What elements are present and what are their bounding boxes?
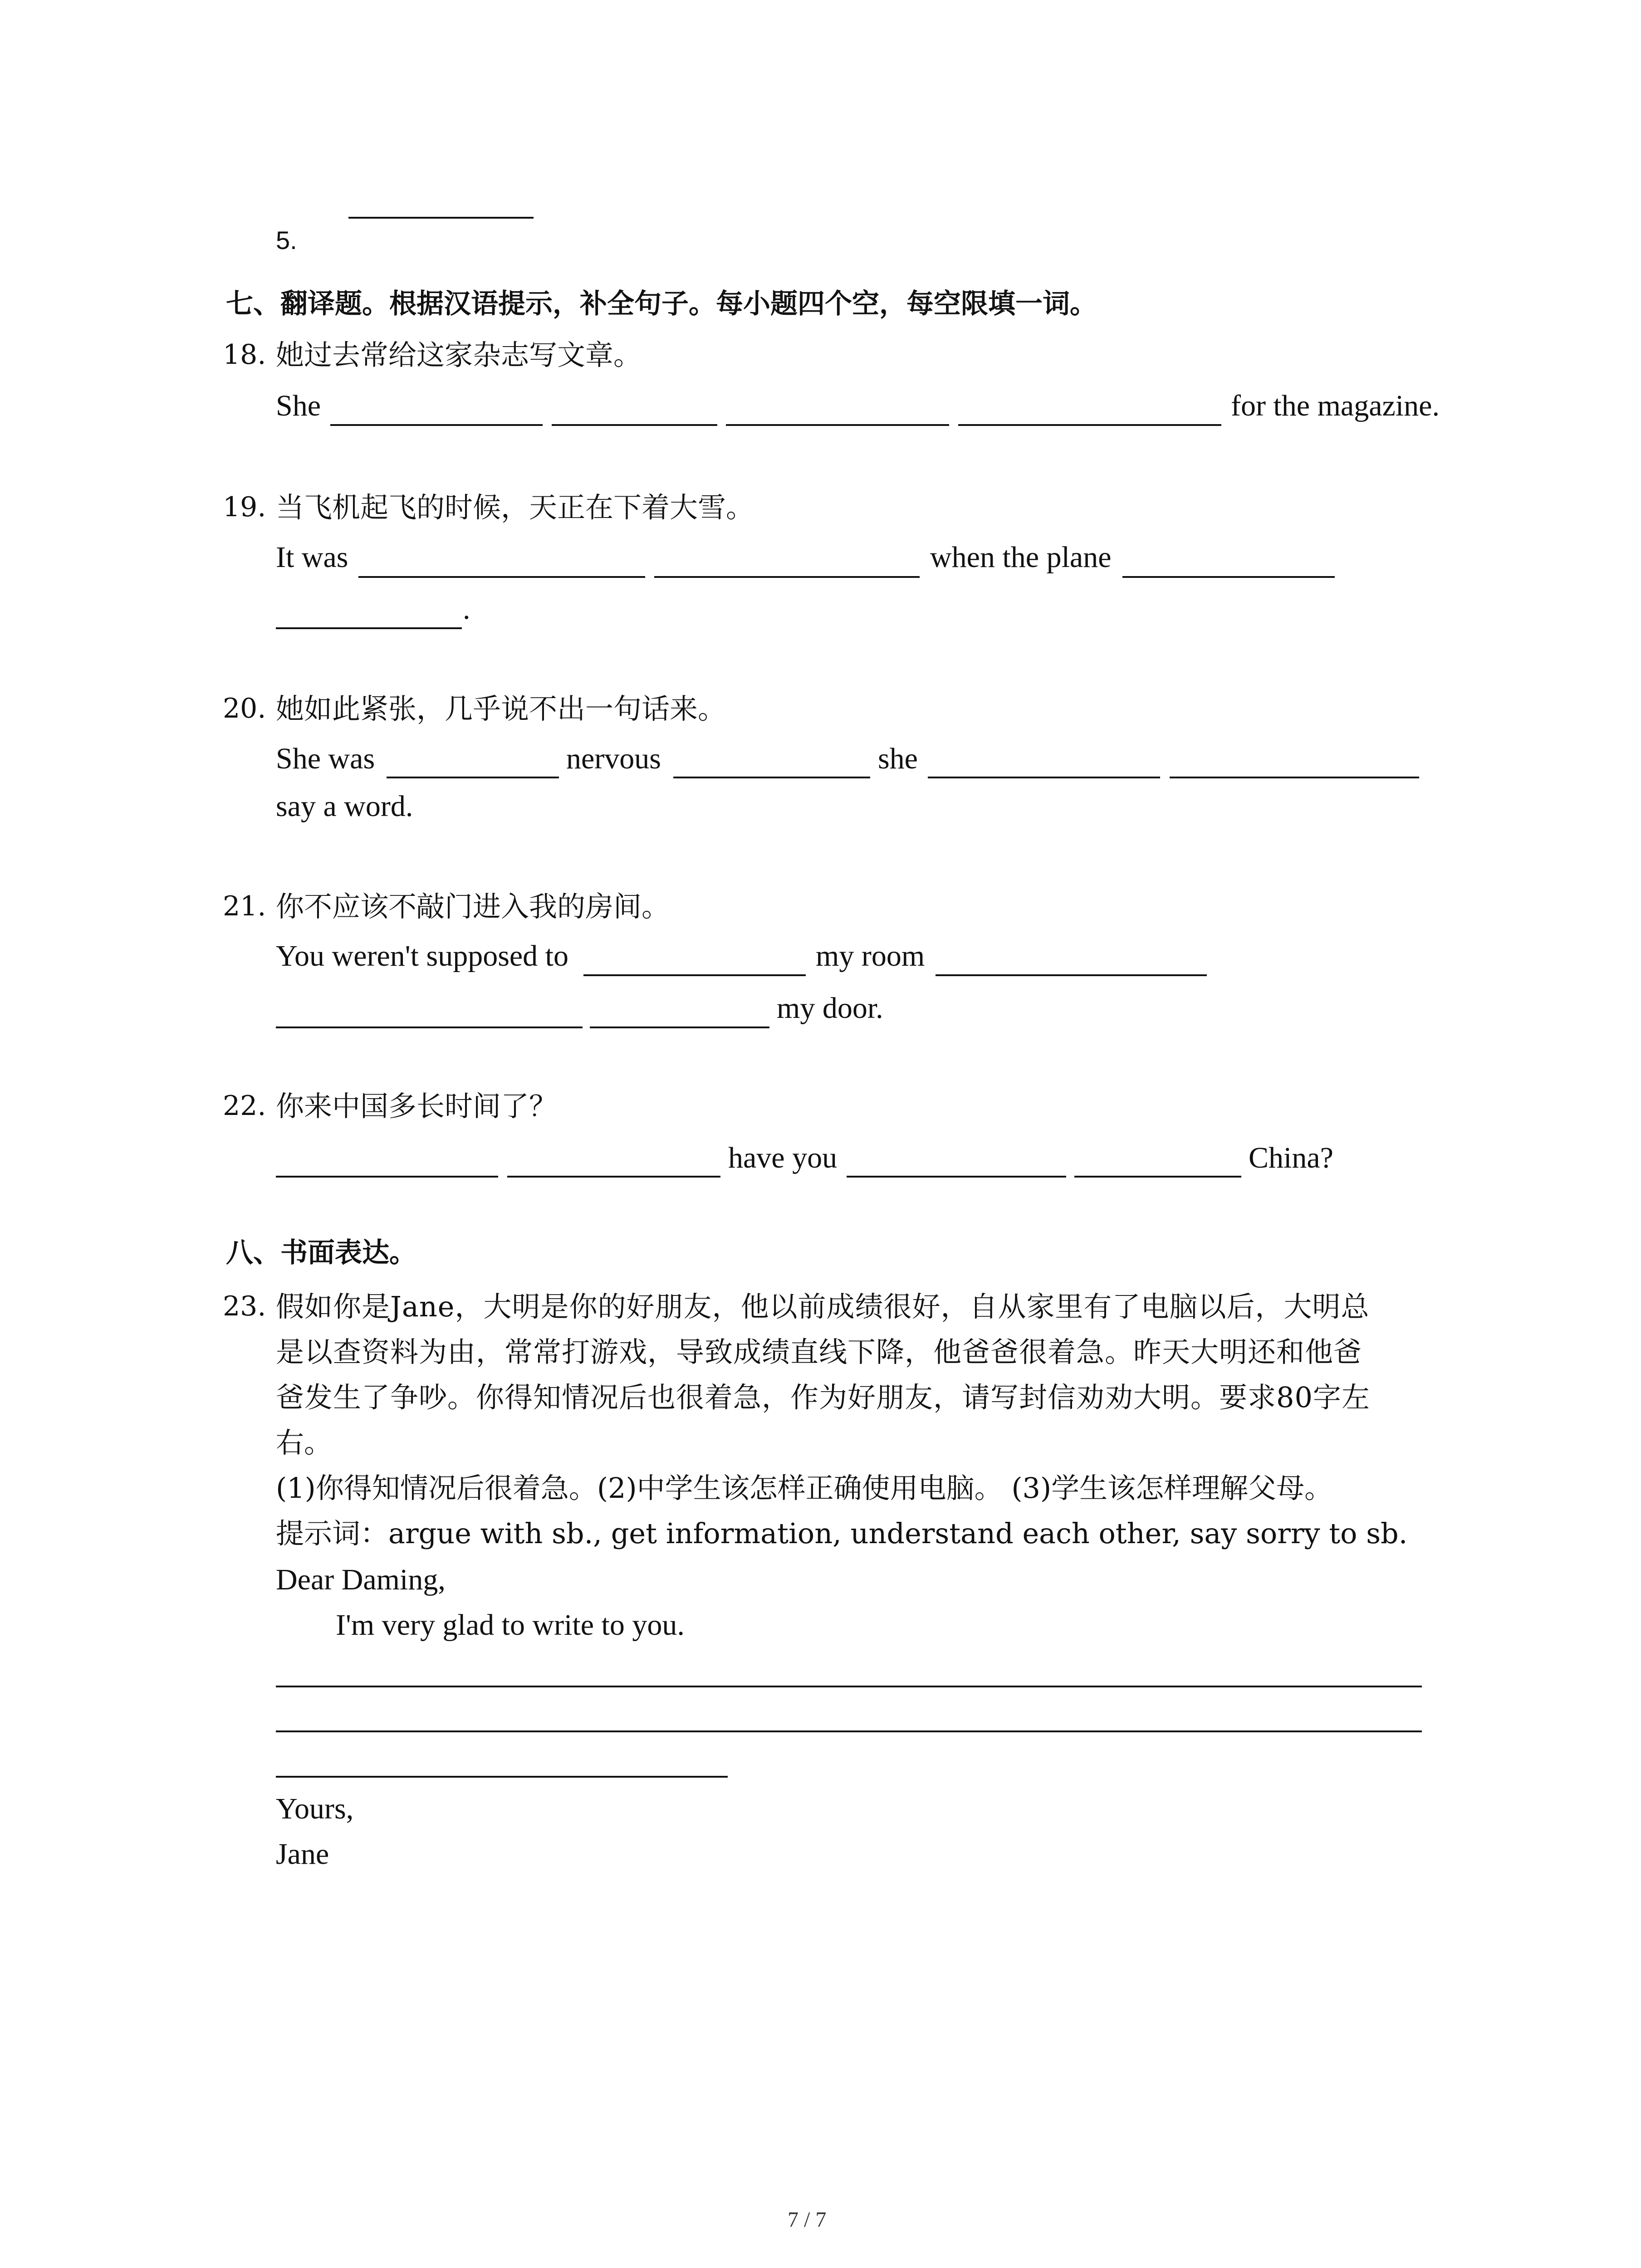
q18-text-end: for the magazine. [1231,389,1440,422]
q22-blank-3[interactable] [847,1176,1066,1178]
q21-blank-1[interactable] [583,974,806,976]
q21-chinese: 你不应该不敲门进入我的房间。 [276,890,670,923]
q22-number: 22. [223,1090,266,1122]
q22-text-end: China? [1249,1141,1333,1174]
q19-text-mid: when the plane [930,541,1112,574]
q19-blank-4[interactable] [276,627,462,629]
q23-requirements: (1)你得知情况后很着急。(2)中学生该怎样正确使用电脑。 (3)学生该怎样理解父母。 [276,1471,1333,1505]
q23-prompt-line-3: 爸发生了争吵。你得知情况后也很着急，作为好朋友，请写封信劝劝大明。要求80字左 [276,1381,1370,1414]
letter-signature: Jane [276,1838,329,1871]
q21-text-start: You weren't supposed to [276,939,569,973]
q19-blank-2[interactable] [654,576,920,578]
q18-number: 18. [223,339,266,371]
q20-text-she: she [878,742,918,775]
q22-blank-4[interactable] [1074,1176,1241,1178]
q19-number: 19. [223,491,266,523]
q20-number: 20. [223,693,266,724]
q23-prompt-line-4: 右。 [276,1426,333,1459]
q18-blank-1[interactable] [330,424,543,426]
q18-chinese: 她过去常给这家杂志写文章。 [276,338,642,371]
letter-opening: I'm very glad to write to you. [336,1608,685,1642]
q21-blank-2[interactable] [936,974,1207,976]
q22-blank-2[interactable] [507,1176,720,1178]
q21-blank-4[interactable] [590,1026,769,1028]
q20-chinese: 她如此紧张，几乎说不出一句话来。 [276,692,726,725]
q18-text-start: She [276,389,321,422]
q18-blank-2[interactable] [552,424,717,426]
q20-blank-1[interactable] [387,777,559,778]
q20-blank-3[interactable] [928,777,1160,778]
q18-blank-4[interactable] [958,424,1221,426]
q20-blank-2[interactable] [673,777,870,778]
writing-line-1[interactable] [276,1686,1422,1687]
writing-line-3[interactable] [276,1776,728,1778]
q23-prompt-line-2: 是以查资料为由，常常打游戏，导致成绩直线下降，他爸爸很着急。昨天大明还和他爸 [276,1335,1362,1369]
q21-text-end: my door. [777,992,883,1025]
q21-text-mid: my room [816,939,925,973]
q19-chinese: 当飞机起飞的时候，天正在下着大雪。 [276,491,754,524]
letter-closing: Yours, [276,1792,354,1825]
q21-blank-3[interactable] [276,1026,583,1028]
q19-blank-1[interactable] [358,576,645,578]
writing-line-2[interactable] [276,1730,1422,1732]
item-number-5: 5. [276,226,297,254]
blank-prev-5[interactable] [348,217,534,219]
q22-blank-1[interactable] [276,1176,498,1178]
q23-hint-words: 提示词：argue with sb., get information, understand each other, say sorry to sb. [276,1517,1408,1550]
q19-blank-3[interactable] [1122,576,1335,578]
q18-blank-3[interactable] [726,424,949,426]
q19-text-start: It was [276,541,348,574]
q23-prompt-line-1: 假如你是Jane，大明是你的好朋友，他以前成绩很好，自从家里有了电脑以后，大明总 [276,1290,1370,1323]
section-7-heading: 七、翻译题。根据汉语提示，补全句子。每小题四个空，每空限填一词。 [226,288,1097,320]
q22-chinese: 你来中国多长时间了？ [276,1090,558,1123]
letter-greeting: Dear Daming, [276,1563,446,1596]
q19-text-end: . [463,592,470,626]
q20-text-end: say a word. [276,790,413,823]
page-number: 7 / 7 [788,2208,827,2232]
q20-text-nervous: nervous [566,742,661,775]
section-8-heading: 八、书面表达。 [226,1237,416,1269]
q23-number: 23. [223,1290,266,1322]
q21-number: 21. [223,890,266,922]
q20-text-start: She was [276,742,375,775]
q22-text-mid: have you [728,1141,838,1174]
q20-blank-4[interactable] [1170,777,1419,778]
